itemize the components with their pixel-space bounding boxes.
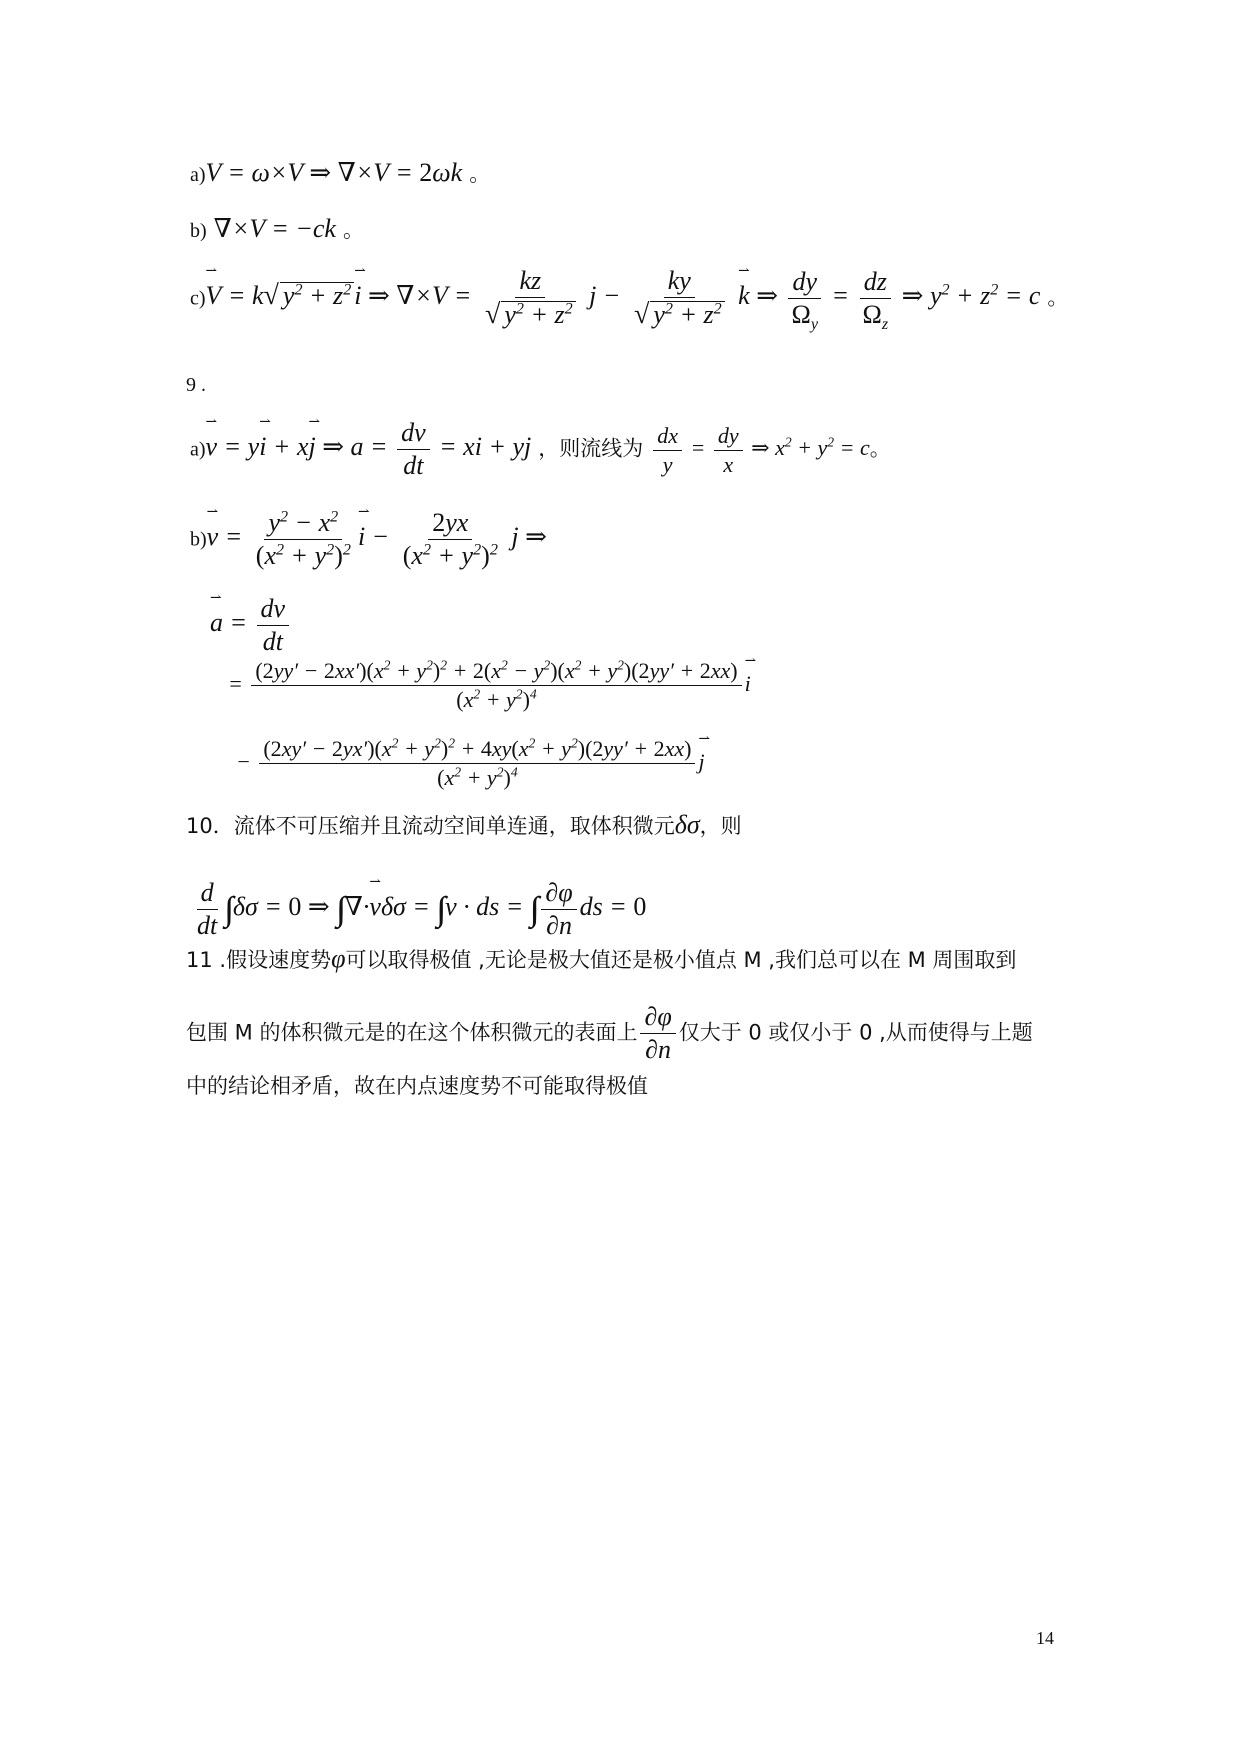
eq-9b-i-term: = $\frac{(2yy' - 2xx')(x^2 + y^2)^2 + 2(x^2 - y^2)(x^2 + y^2)(2yy' + 2xx)}{(x^2 + y^2)^4}$ ⇀ i [228, 660, 751, 711]
eq-8b: b) ∇×V = −ck 。 [190, 214, 364, 243]
eq-9b-accel: ⇀ a = $\frac{dv}{dt}$ [210, 596, 292, 655]
eq-10: $\frac{d}{dt}$ ∫∫ δσ = 0 ⇒ ∫∫ ∇·⇀ vδσ = ∫∫ v · ds = ∫∫ $\frac{\partial\varphi}{\partial n}$ ds = 0 [190, 880, 646, 939]
eq-8a: a)V = ω×V ⇒ ∇×V = 2ωk 。 [190, 158, 491, 187]
eq-8c: c)⇀ V = k√ $y^2$ + $z^2⇀$ i ⇒ ∇×V = $\frac{kz}{√ y^2 + z^2}$ j − $\frac{ky}{√ y^2 + z^2}$ ⇀ k ⇒ $\frac{dy}{\Omega_y}$ = $\frac{dz}{\Omega_z}$ ⇒ $y^2 + z^2 = c$ 。 [190, 268, 1068, 329]
eq-9b-j-term: − $\frac{(2xy' - 2yx')(x^2 + y^2)^2 + 4xy(x^2 + y^2)(2yy' + 2xx)}{(x^2 + y^2)^4}$ ⇀ j [236, 738, 705, 789]
text-10: 10．流体不可压缩并且流动空间单连通，取体积微元δσ，则 [186, 810, 742, 839]
page-number: 14 [1036, 1628, 1054, 1648]
text-11-line3: 中的结论相矛盾，故在内点速度势不可能取得极值 [186, 1074, 648, 1098]
text-11-line2: 包围 M 的体积微元是的在这个体积微元的表面上 $\frac{\partial\varphi}{\partial n}$ 仅大于 0 或仅小于 0 ,从而使得与上题 [186, 1002, 1033, 1064]
section-9-label: 9 . [186, 374, 206, 396]
eq-9b: b)⇀ v = $\frac{y^2 - x^2}{(x^2 + y^2)^2}$ ⇀ i − $\frac{2yx}{(x^2 + y^2)^2}$ j ⇒ [190, 510, 547, 569]
eq-9a: a)⇀ v = y⇀ i + x⇀ j ⇒ a = $\frac{dv}{dt}$ = xi + yj ，则流线为 $\frac{dx}{y}$ = $\frac{dy}{x}$ ⇒ $x^2 + y^2 = c$。 [190, 420, 891, 479]
text-11-line1: 11 .假设速度势φ可以取得极值 ,无论是极大值还是极小值点 M ,我们总可以在 M 周围取到 [186, 944, 1017, 973]
